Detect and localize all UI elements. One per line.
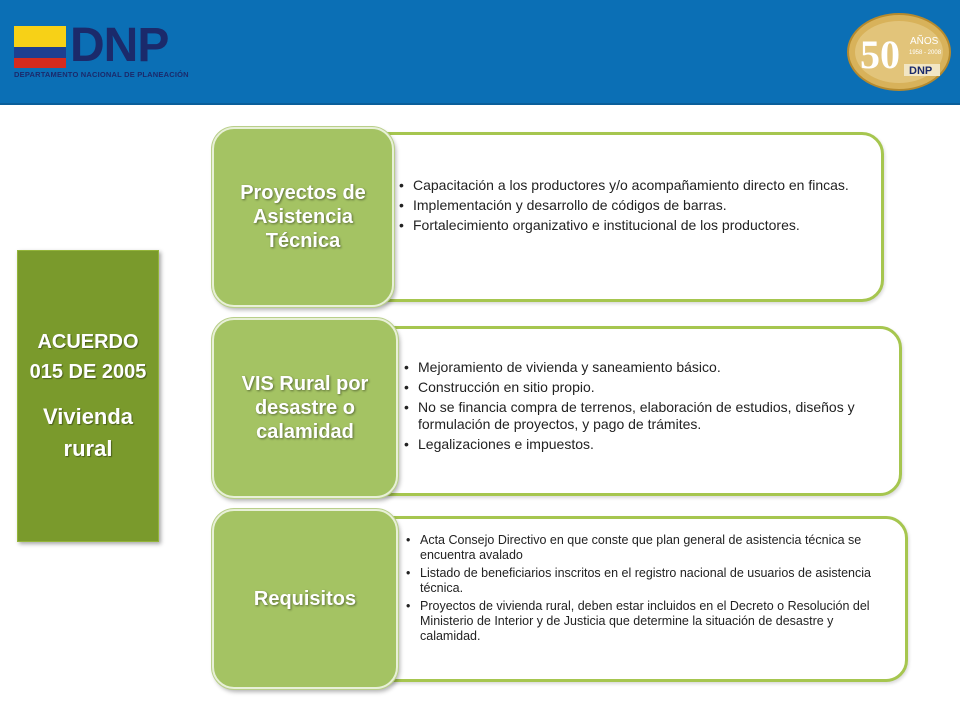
agreement-line-3: Vivienda xyxy=(42,404,134,429)
bullet-item: • Fortalecimiento organizativo e institucional de los productores. xyxy=(399,217,864,234)
bullet-item: • Listado de beneficiarios inscritos en el registro nacional de usuarios de asistencia técnica. xyxy=(406,566,892,596)
bullet-item: • Proyectos de vivienda rural, deben estar incluidos en el Decreto o Resolución del Ministerio de Interior y de Justicia que determine la situación de desastre y calamidad. xyxy=(406,599,892,644)
badge-number: 50 xyxy=(860,32,900,77)
agreement-line-1: ACUERDO xyxy=(37,331,139,353)
agreement-line-2: 015 DE 2005 xyxy=(29,361,147,383)
agreement-box xyxy=(17,250,159,542)
section-title-technical-assistance: Proyectos de Asistencia Técnica xyxy=(212,127,394,307)
section-title-vis-rural: VIS Rural por desastre o calamidad xyxy=(212,318,398,498)
badge-years: AÑOS xyxy=(910,36,939,47)
badge-range: 1958 - 2008 xyxy=(909,50,942,56)
section-panel-vis-rural xyxy=(368,326,902,496)
bullet-item: • No se financia compra de terrenos, elaboración de estudios, diseños y formulación de proyectos, y pago de trámites. xyxy=(404,399,884,433)
header-bar xyxy=(0,0,960,105)
section-panel-requirements xyxy=(368,516,908,682)
bullet-item: • Construcción en sitio propio. xyxy=(404,379,884,396)
bullet-item: • Mejoramiento de vivienda y saneamiento básico. xyxy=(404,359,884,376)
section-title-requirements: Requisitos xyxy=(212,509,398,689)
dnp-logo-subtitle: DEPARTAMENTO NACIONAL DE PLANEACIÓN xyxy=(14,70,189,79)
bullet-item: • Acta Consejo Directivo en que conste que plan general de asistencia técnica se encuentra avalado xyxy=(406,533,892,563)
section-panel-technical-assistance xyxy=(360,132,884,302)
bullet-item: • Implementación y desarrollo de códigos de barras. xyxy=(399,197,864,214)
colombia-flag-icon xyxy=(14,26,66,68)
bullet-item: • Legalizaciones e impuestos. xyxy=(404,436,884,453)
badge-brand: DNP xyxy=(909,65,933,77)
bullet-item: • Capacitación a los productores y/o acompañamiento directo en fincas. xyxy=(399,177,864,194)
agreement-line-4: rural xyxy=(63,436,113,461)
dnp-logo: DNP xyxy=(70,19,169,72)
anniversary-badge-icon xyxy=(846,12,952,92)
